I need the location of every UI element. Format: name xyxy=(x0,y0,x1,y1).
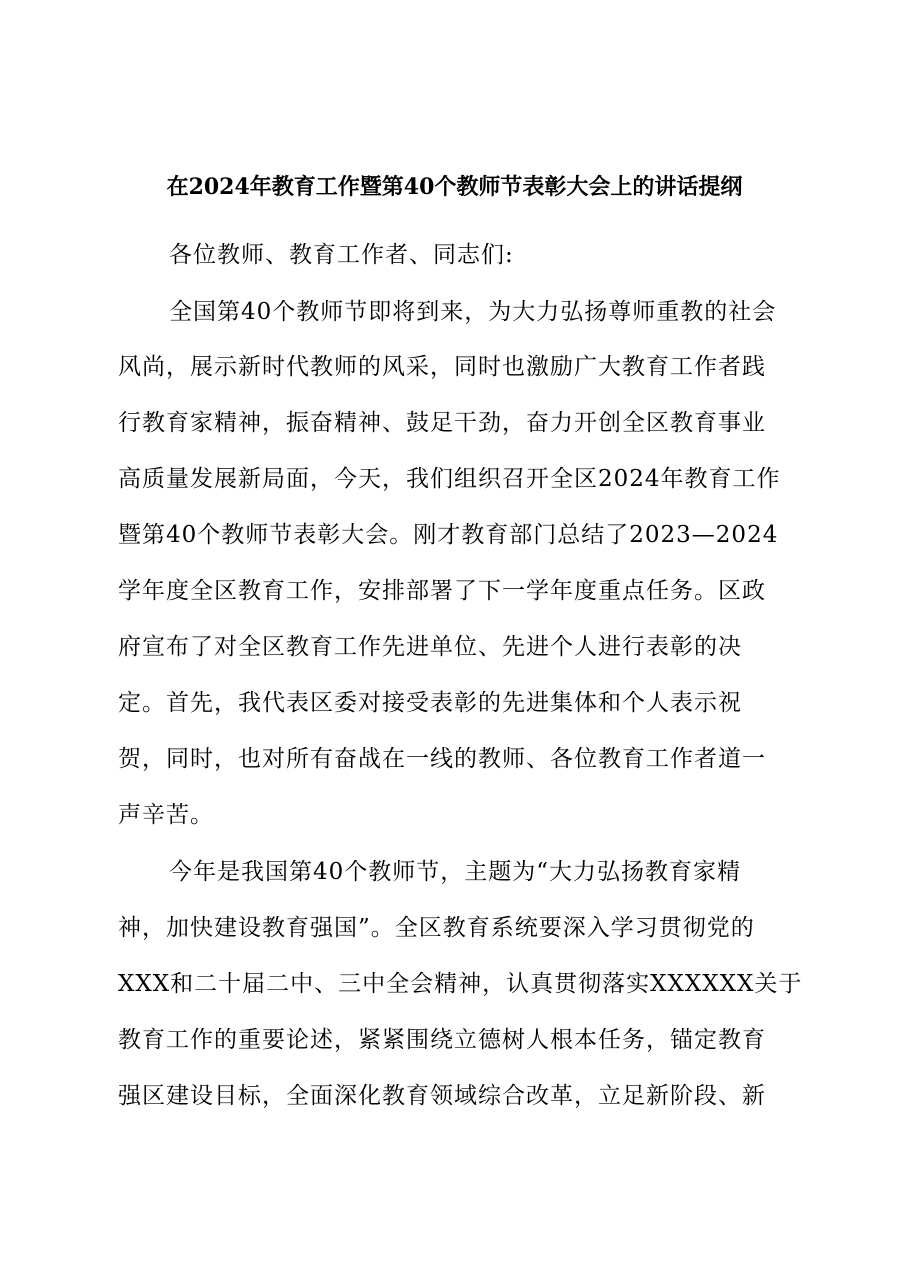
paragraph-1-line: 府宣布了对全区教育工作先进单位、先进个人进行表彰的决 xyxy=(118,634,742,660)
paragraph-1-line: 贺，同时，也对所有奋战在一线的教师、各位教育工作者道一 xyxy=(118,746,766,772)
salutation: 各位教师、教育工作者、同志们: xyxy=(169,242,514,268)
paragraph-1-line: 学年度全区教育工作，安排部署了下一学年度重点任务。区政 xyxy=(118,578,766,604)
paragraph-1-line: 风尚，展示新时代教师的风采，同时也激励广大教育工作者践 xyxy=(118,354,766,380)
paragraph-1-line: 声辛苦。 xyxy=(118,802,214,828)
paragraph-2-line: 教育工作的重要论述，紧紧围绕立德树人根本任务，锚定教育 xyxy=(118,1027,766,1053)
paragraph-1-line: 暨第40个教师节表彰大会。刚才教育部门总结了2023—2024 xyxy=(118,522,779,548)
paragraph-1-line: 高质量发展新局面，今天，我们组织召开全区2024年教育工作 xyxy=(118,466,781,492)
paragraph-1-line: 行教育家精神，振奋精神、鼓足干劲，奋力开创全区教育事业 xyxy=(118,410,766,436)
paragraph-1-line: 全国第40个教师节即将到来，为大力弘扬尊师重教的社会 xyxy=(169,299,777,325)
paragraph-2-line: 神，加快建设教育强国”。全区教育系统要深入学习贯彻党的 xyxy=(118,915,755,941)
document-title: 在2024年教育工作暨第40个教师节表彰大会上的讲话提纲 xyxy=(166,174,743,200)
paragraph-1-line: 定。首先，我代表区委对接受表彰的先进集体和个人表示祝 xyxy=(118,690,742,716)
paragraph-2-line: 强区建设目标，全面深化教育领域综合改革，立足新阶段、新 xyxy=(118,1083,766,1109)
paragraph-2-line: 今年是我国第40个教师节，主题为“大力弘扬教育家精 xyxy=(169,859,742,885)
paragraph-2-line: XXX和二十届二中、三中全会精神，认真贯彻落实XXXXXX关于 xyxy=(118,971,803,997)
